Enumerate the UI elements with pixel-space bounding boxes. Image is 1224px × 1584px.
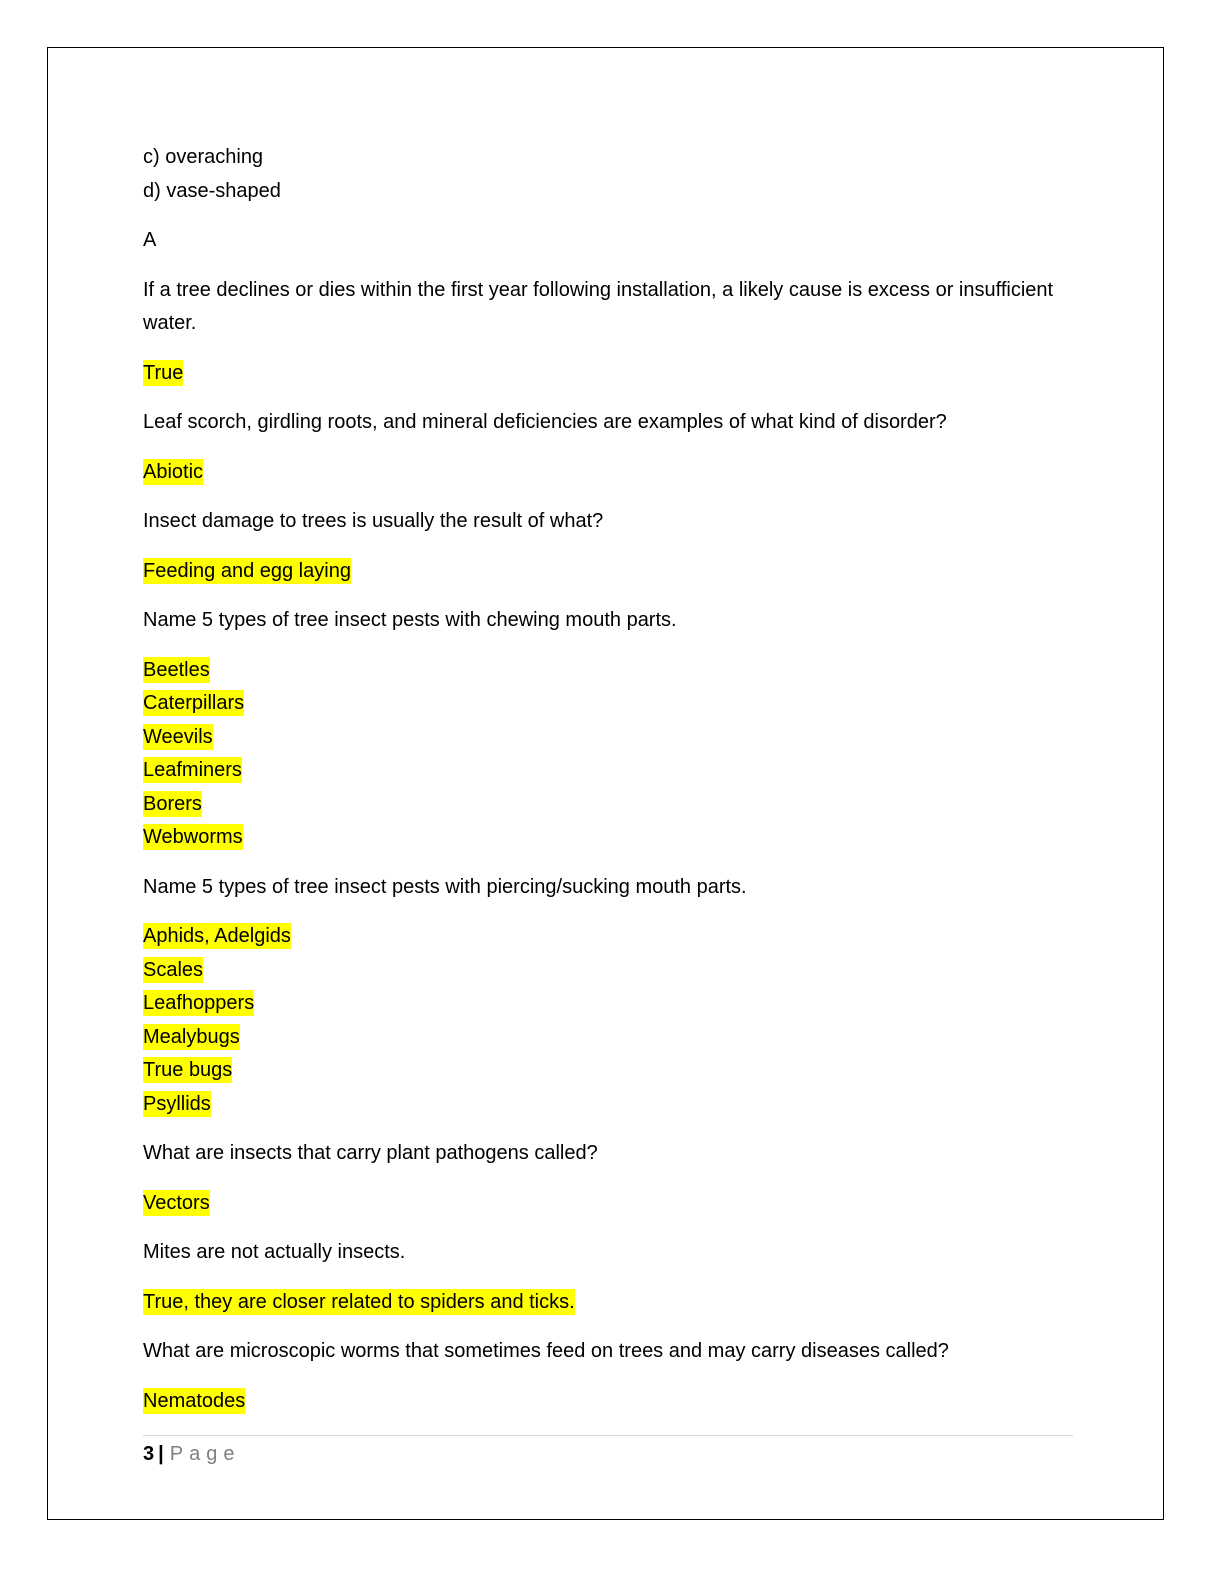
- list-item: [143, 754, 1073, 788]
- highlighted-answer: Aphids, Adelgids: [143, 925, 291, 947]
- question-text: Name 5 types of tree insect pests with chewing mouth parts.: [143, 609, 677, 631]
- list-item: [143, 821, 1073, 855]
- option-list: [143, 141, 1073, 208]
- highlighted-answer: True, they are closer related to spiders and ticks.: [143, 1290, 575, 1313]
- highlighted-answer: Feeding and egg laying: [143, 559, 351, 582]
- page-label: Page: [169, 1443, 241, 1465]
- question-text: Name 5 types of tree insect pests with piercing/sucking mouth parts.: [143, 875, 747, 898]
- list-item: [143, 721, 1073, 755]
- highlighted-answer: Caterpillars: [143, 692, 245, 714]
- page-footer: [143, 1440, 240, 1468]
- question-text: Leaf scorch, girdling roots, and mineral deficiencies are examples of what kind of disorder?: [143, 411, 947, 433]
- option-c: c) overaching: [143, 146, 264, 168]
- question-text: Mites are not actually insects.: [143, 1241, 406, 1263]
- answer-letter-text: A: [143, 229, 157, 251]
- question-8: [143, 1335, 1073, 1369]
- question-5: [143, 871, 1073, 905]
- question-text: Insect damage to trees is usually the result of what?: [143, 510, 604, 532]
- highlighted-answer: Nematodes: [143, 1389, 246, 1412]
- list-item: [143, 920, 1073, 954]
- highlighted-answer: True bugs: [143, 1059, 233, 1081]
- question-4: [143, 604, 1073, 638]
- highlighted-answer: Beetles: [143, 658, 210, 681]
- question-3: [143, 505, 1073, 539]
- question-1: [143, 274, 1073, 341]
- question-2: [143, 406, 1073, 440]
- question-text: What are insects that carry plant pathogens called?: [143, 1142, 598, 1164]
- list-item: [143, 1088, 1073, 1122]
- highlighted-answer: Psyllids: [143, 1092, 211, 1115]
- answer-7: [143, 1286, 1073, 1320]
- answer-2: [143, 456, 1073, 490]
- footer-divider: [143, 1435, 1073, 1436]
- list-item: [143, 654, 1073, 688]
- question-text: If a tree declines or dies within the first year following installation, a likely cause is excess or insufficient water.: [143, 278, 1054, 334]
- list-item: [143, 1054, 1073, 1088]
- answer-3: [143, 555, 1073, 589]
- answer-1: [143, 357, 1073, 391]
- highlighted-answer: Webworms: [143, 826, 243, 848]
- highlighted-answer: Scales: [143, 958, 204, 981]
- highlighted-answer: True: [143, 361, 184, 384]
- answer-8: [143, 1385, 1073, 1419]
- document-body: [143, 141, 1073, 1434]
- page-number: 3: [143, 1443, 155, 1465]
- list-item: [143, 1021, 1073, 1055]
- list-item: [143, 987, 1073, 1021]
- question-text: What are microscopic worms that sometimes feed on trees and may carry diseases called?: [143, 1340, 949, 1362]
- footer-separator: |: [158, 1443, 164, 1465]
- list-item: [143, 788, 1073, 822]
- answer-5-list: [143, 920, 1073, 1121]
- highlighted-answer: Vectors: [143, 1191, 210, 1214]
- highlighted-answer: Weevils: [143, 725, 213, 748]
- highlighted-answer: Leafhoppers: [143, 992, 255, 1014]
- question-7: [143, 1236, 1073, 1270]
- answer-letter: [143, 224, 1073, 258]
- answer-4-list: [143, 654, 1073, 855]
- question-6: [143, 1137, 1073, 1171]
- highlighted-answer: Abiotic: [143, 460, 204, 483]
- option-d: d) vase-shaped: [143, 179, 281, 202]
- highlighted-answer: Borers: [143, 792, 202, 815]
- answer-6: [143, 1187, 1073, 1221]
- list-item: [143, 954, 1073, 988]
- highlighted-answer: Mealybugs: [143, 1025, 240, 1048]
- highlighted-answer: Leafminers: [143, 759, 242, 781]
- list-item: [143, 687, 1073, 721]
